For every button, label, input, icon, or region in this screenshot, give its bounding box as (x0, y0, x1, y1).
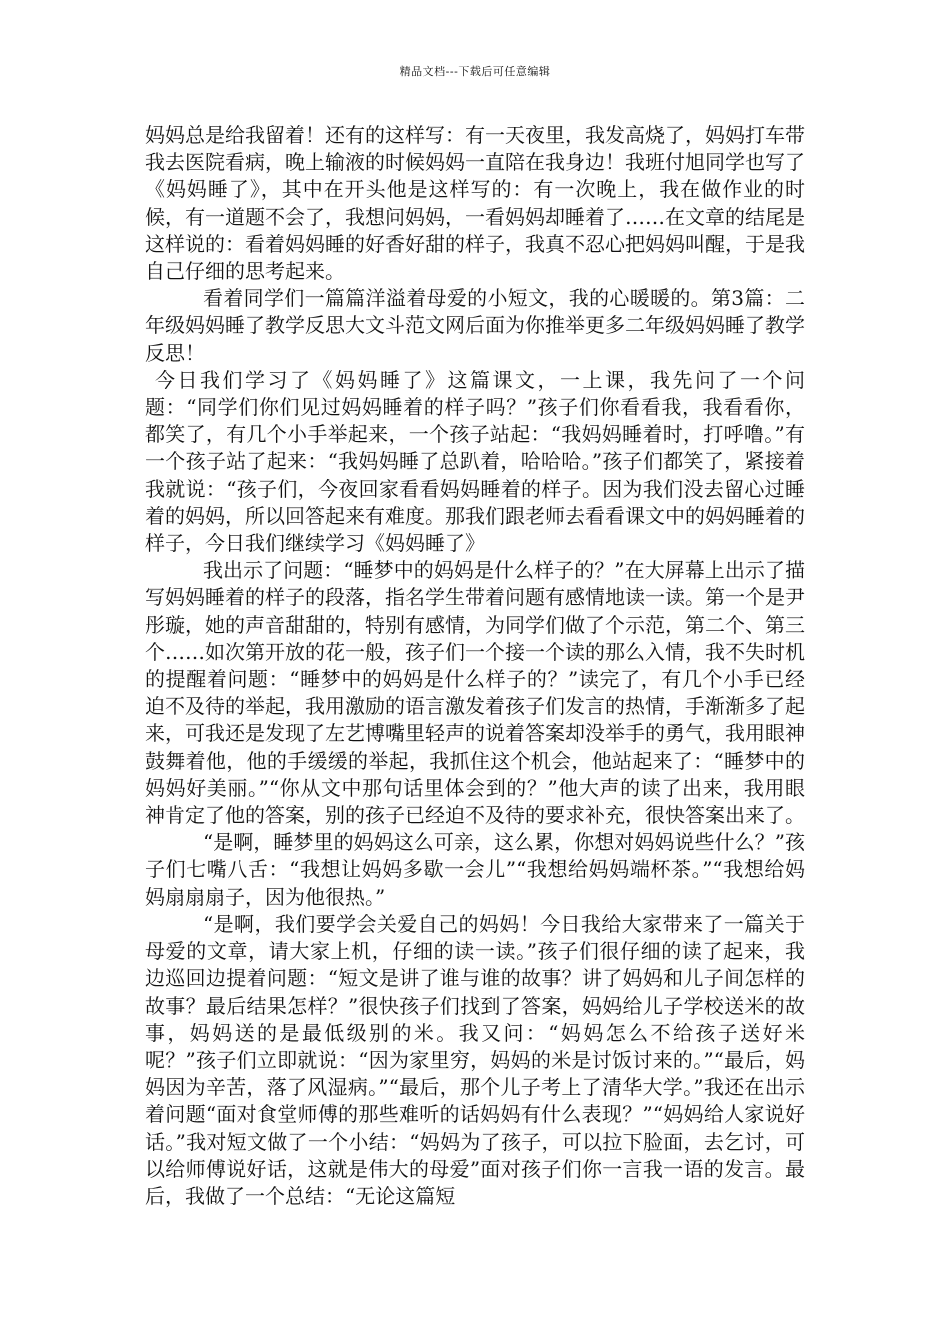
paragraph: 看着同学们一篇篇洋溢着母爱的小短文，我的心暖暖的。第3篇：二年级妈妈睡了教学反思大文斗范文网后面为你推举更多二年级妈妈睡了教学反思！ (145, 286, 805, 365)
page-header: 精品文档---下载后可任意编辑 (399, 65, 551, 78)
paragraph: “是啊，我们要学会关爱自己的妈妈！今日我给大家带来了一篇关于母爱的文章，请大家上机，仔细的读一读。”孩子们很仔细的读了起来，我边巡回边提着问题：“短文是讲了谁与谁的故事？讲了妈妈和儿子间怎样的故事？最后结果怎样？”很快孩子们找到了答案，妈妈给儿子学校送米的故事，妈妈送的是最低级别的米。我又问：“妈妈怎么不给孩子送好米呢？”孩子们立即就说：“因为家里穷，妈妈的米是讨饭讨来的。”“最后，妈妈因为辛苦，落了风湿病。”“最后，那个儿子考上了清华大学。”我还在出示着问题“面对食堂师傅的那些难听的话妈妈有什么表现？”“妈妈给人家说好话。”我对短文做了一个小结：“妈妈为了孩子，可以拉下脸面，去乞讨，可以给师傅说好话，这就是伟大的母爱”面对孩子们你一言我一语的发言。最后，我做了一个总结：“无论这篇短 (145, 911, 805, 1208)
paragraph: 妈妈总是给我留着！还有的这样写：有一天夜里，我发高烧了，妈妈打车带我去医院看病，晚上输液的时候妈妈一直陪在我身边！我班付旭同学也写了《妈妈睡了》，其中在开头他是这样写的：有一次晚上，我在做作业的时候，有一道题不会了，我想问妈妈，一看妈妈却睡着了……在文章的结尾是这样说的：看着妈妈睡的好香好甜的样子，我真不忍心把妈妈叫醒，于是我自己仔细的思考起来。 (145, 123, 805, 284)
paragraph: 我出示了问题：“睡梦中的妈妈是什么样子的？”在大屏幕上出示了描写妈妈睡着的样子的段落，指名学生带着问题有感情地读一读。第一个是尹彤璇，她的声音甜甜的，特别有感情，为同学们做了个示范，第二个、第三个……如次第开放的花一般，孩子们一个接一个读的那么入情，我不失时机的提醒着问题：“睡梦中的妈妈是什么样子的？”读完了，有几个小手已经迫不及待的举起，我用激励的语言激发着孩子们发言的热情，手渐渐多了起来，可我还是发现了左艺博嘴里轻声的说着答案却没举手的勇气，我用眼神鼓舞着他，他的手缓缓的举起，我抓住这个机会，他站起来了：“睡梦中的妈妈好美丽。”“你从文中那句话里体会到的？”他大声的读了出来，我用眼神肯定了他的答案，别的孩子已经迫不及待的要求补充，很快答案出来了。 (145, 558, 805, 828)
paragraph: “是啊，睡梦里的妈妈这么可亲，这么累，你想对妈妈说些什么？”孩子们七嘴八舌：“我想让妈妈多歇一会儿”“我想给妈妈端杯茶。”“我想给妈妈扇扇扇子，因为他很热。” (145, 830, 805, 909)
document-body (145, 122, 805, 1210)
paragraph: 今日我们学习了《妈妈睡了》这篇课文，一上课，我先问了一个问题：“同学们你们见过妈妈睡着的样子吗？”孩子们你看看我，我看看你，都笑了，有几个小手举起来，一个孩子站起：“我妈妈睡着时，打呼噜。”有一个孩子站了起来：“我妈妈睡了总趴着，哈哈哈。”孩子们都笑了，紧接着我就说：“孩子们，今夜回家看看妈妈睡着的样子。因为我们没去留心过睡着的妈妈，所以回答起来有难度。那我们跟老师去看看课文中的妈妈睡着的样子，今日我们继续学习《妈妈睡了》 (145, 367, 805, 556)
